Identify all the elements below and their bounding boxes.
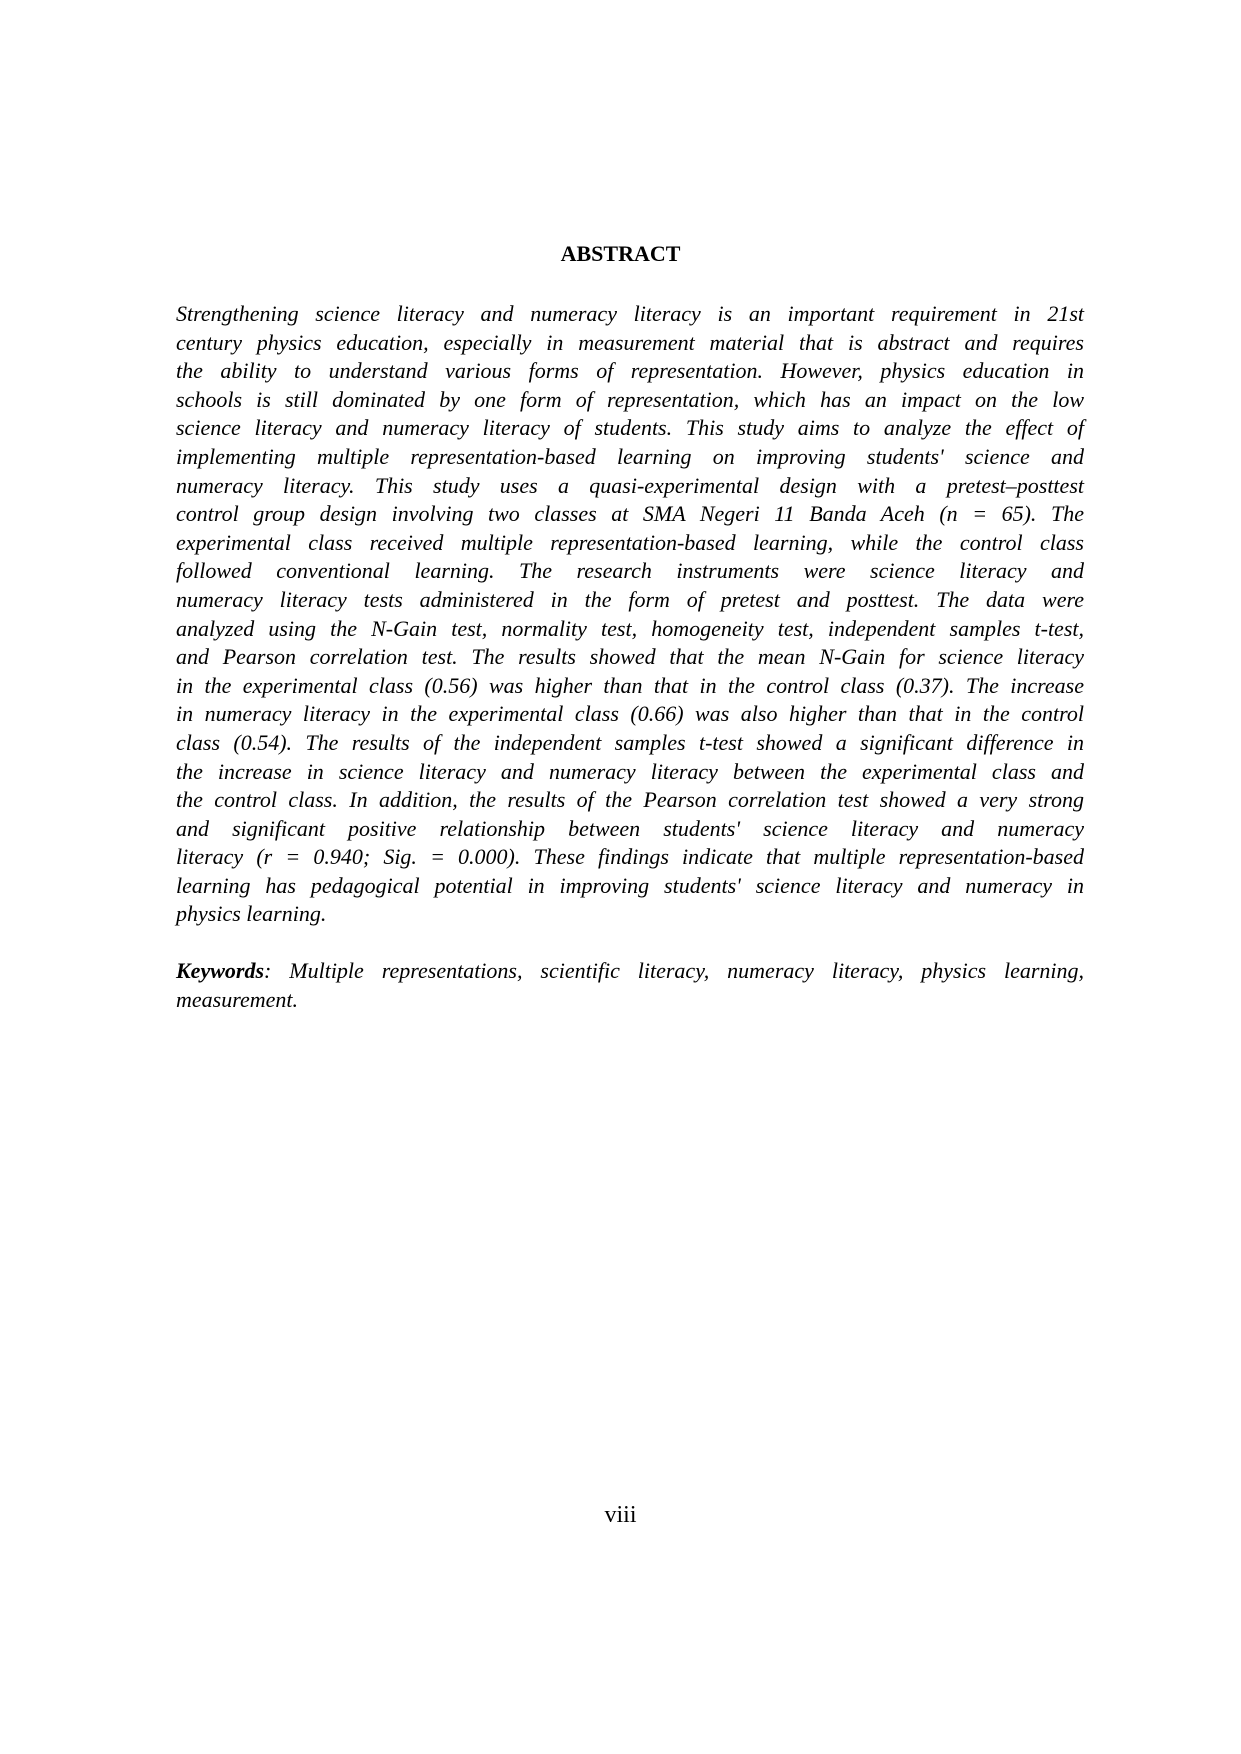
keywords-section xyxy=(176,957,1084,1014)
abstract-line: the control class. In addition, the results of the Pearson correlation test showed a very strong xyxy=(176,787,1084,813)
abstract-line: literacy (r = 0.940; Sig. = 0.000). These findings indicate that multiple representation-based xyxy=(176,844,1084,870)
abstract-line: the ability to understand various forms of representation. However, physics education in xyxy=(176,358,1084,384)
abstract-line: analyzed using the N-Gain test, normality test, homogeneity test, independent samples t-test, xyxy=(176,615,1084,641)
keywords-line: measurement. xyxy=(176,986,298,1012)
keywords-separator: : xyxy=(264,958,290,983)
abstract-line: century physics education, especially in measurement material that is abstract and requires xyxy=(176,329,1084,355)
abstract-line: and significant positive relationship between students' science literacy and numeracy xyxy=(176,815,1084,841)
abstract-line: control group design involving two classes at SMA Negeri 11 Banda Aceh (n = 65). The xyxy=(176,501,1084,527)
abstract-line: the increase in science literacy and numeracy literacy between the experimental class and xyxy=(176,758,1084,784)
abstract-line: science literacy and numeracy literacy of students. This study aims to analyze the effect of xyxy=(176,415,1084,441)
abstract-line: followed conventional learning. The research instruments were science literacy and xyxy=(176,558,1084,584)
abstract-line: experimental class received multiple representation-based learning, while the control class xyxy=(176,529,1084,555)
abstract-line: in the experimental class (0.56) was higher than that in the control class (0.37). The increase xyxy=(176,672,1084,698)
keywords-line xyxy=(176,957,1084,986)
abstract-body xyxy=(176,300,1084,929)
abstract-line: implementing multiple representation-based learning on improving students' science and xyxy=(176,443,1084,469)
abstract-heading: ABSTRACT xyxy=(560,241,681,266)
abstract-line: learning has pedagogical potential in improving students' science literacy and numeracy in xyxy=(176,872,1084,898)
page-number: viii xyxy=(604,1502,637,1528)
abstract-line: in numeracy literacy in the experimental class (0.66) was also higher than that in the control xyxy=(176,701,1084,727)
keywords-label: Keywords xyxy=(176,958,264,983)
keywords-list: Multiple representations, scientific literacy, numeracy literacy, physics learning, xyxy=(289,958,1085,983)
abstract-line: schools is still dominated by one form of representation, which has an impact on the low xyxy=(176,386,1084,412)
abstract-line: and Pearson correlation test. The results showed that the mean N-Gain for science literacy xyxy=(176,644,1084,670)
abstract-line: class (0.54). The results of the independent samples t-test showed a significant difference in xyxy=(176,729,1084,755)
abstract-line: physics learning. xyxy=(176,901,327,927)
abstract-line: numeracy literacy tests administered in the form of pretest and posttest. The data were xyxy=(176,586,1084,612)
abstract-line: Strengthening science literacy and numeracy literacy is an important requirement in 21st xyxy=(176,301,1084,326)
abstract-line: numeracy literacy. This study uses a quasi-experimental design with a pretest–posttest xyxy=(176,472,1084,498)
